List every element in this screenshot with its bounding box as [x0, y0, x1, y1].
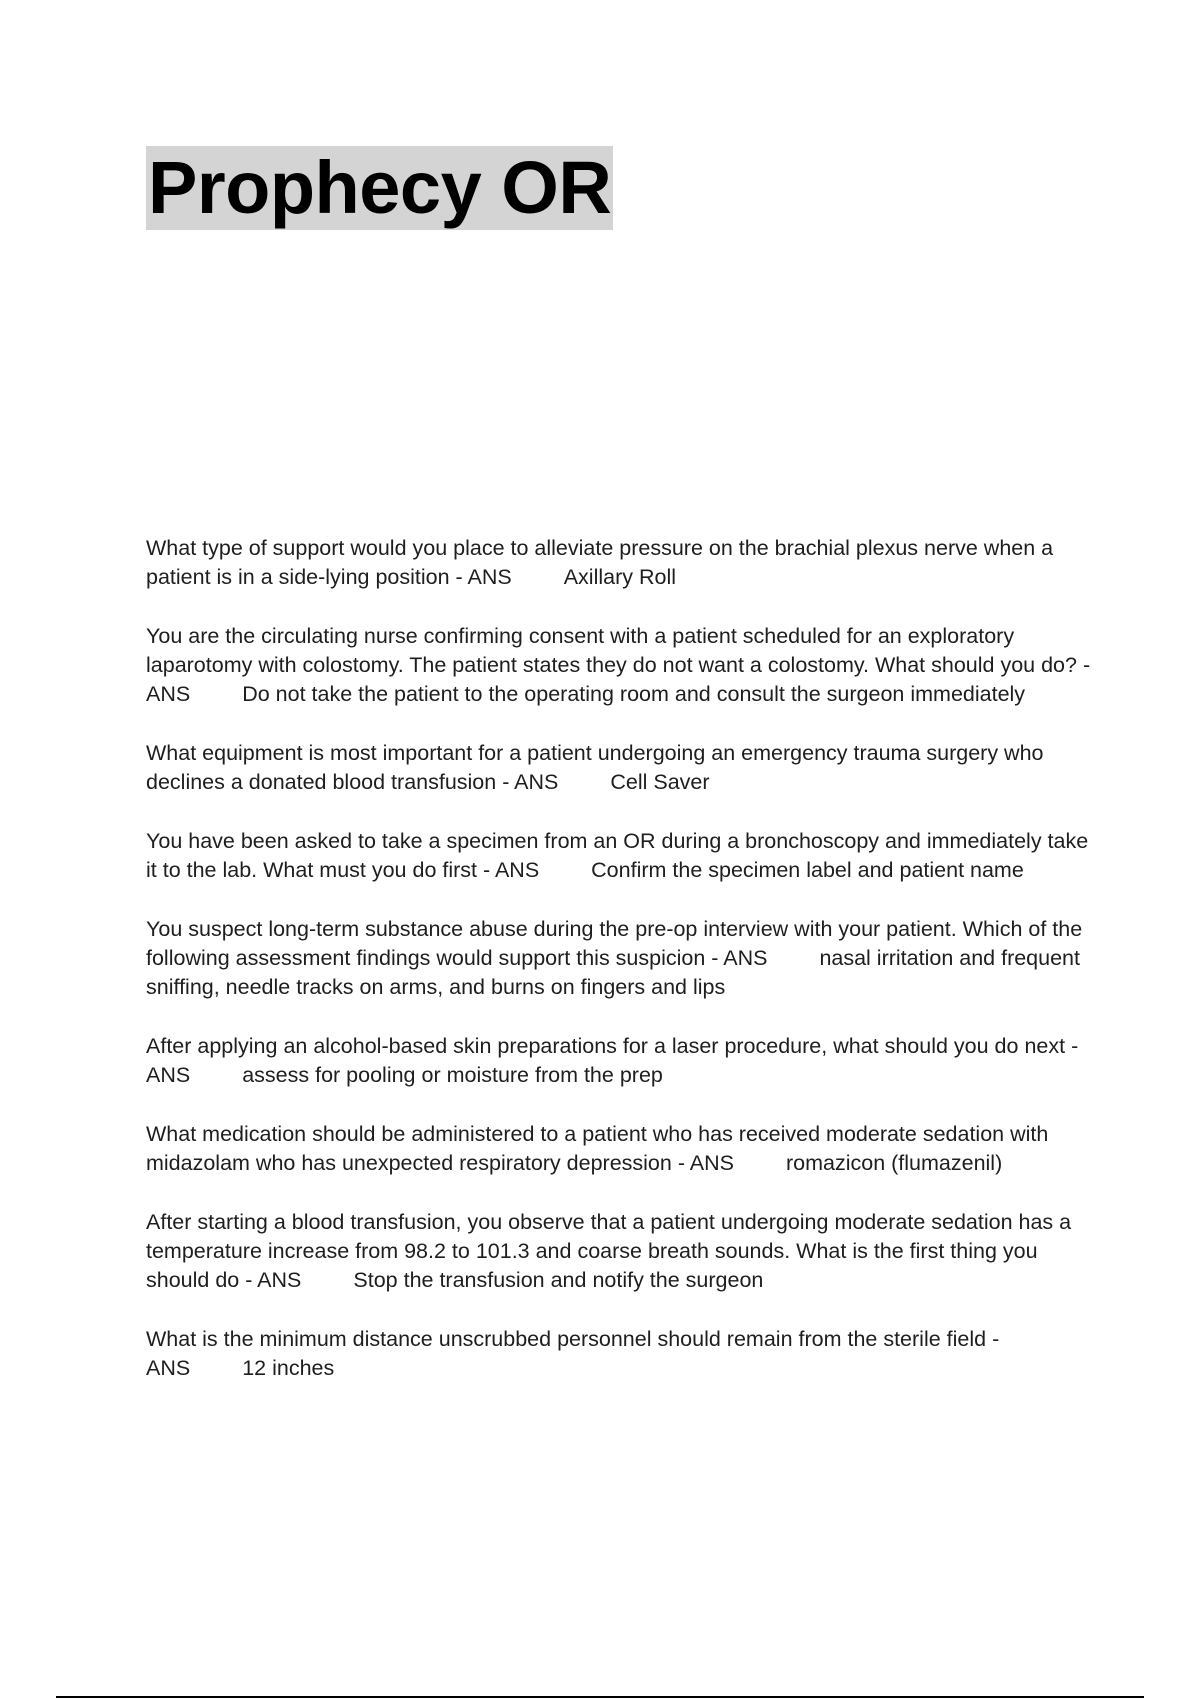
ans-marker: - ANS [146, 1034, 1079, 1087]
question-text: After starting a blood transfusion, you observe that a patient undergoing moderate sedation has a temperature increase from 98.2 to 101.3 and coarse breath sounds. What is the first thing you should do [146, 1210, 1072, 1292]
footer-divider [56, 1696, 1144, 1698]
question-text: You have been asked to take a specimen from an OR during a bronchoscopy and immediately take it to the lab. What must you do first [146, 829, 1089, 882]
question-text: You are the circulating nurse confirming consent with a patient scheduled for an exploratory laparotomy with colostomy. The patient states they do not want a colostomy. What should you do? [146, 624, 1077, 677]
qa-item [146, 1032, 1094, 1090]
question-text: You suspect long-term substance abuse during the pre-op interview with your patient. Which of the following assessment findings would support this suspicion [146, 917, 1083, 970]
question-text: What equipment is most important for a patient undergoing an emergency trauma surgery who declines a donated blood transfusion [146, 741, 1044, 794]
answer-text: Confirm the specimen label and patient name [591, 858, 1024, 882]
ans-marker: - ANS [711, 946, 768, 970]
qa-item [146, 1208, 1094, 1295]
answer-text: nasal irritation and frequent sniffing, needle tracks on arms, and burns on fingers and lips [146, 946, 1080, 999]
qa-item [146, 534, 1094, 592]
ans-marker: - ANS [245, 1268, 302, 1292]
qa-list [146, 534, 1094, 1413]
question-text: After applying an alcohol-based skin preparations for a laser procedure, what should you do next [146, 1034, 1066, 1058]
answer-text: Stop the transfusion and notify the surgeon [353, 1268, 764, 1292]
qa-item [146, 827, 1094, 885]
answer-text: 12 inches [242, 1356, 335, 1380]
ans-marker: - ANS [146, 1327, 1000, 1380]
qa-item [146, 739, 1094, 797]
question-text: What medication should be administered to a patient who has received moderate sedation with midazolam who has unexpected respiratory depression [146, 1122, 1049, 1175]
ans-marker: - ANS [483, 858, 540, 882]
ans-marker: - ANS [146, 653, 1091, 706]
page-title: Prophecy OR [148, 146, 612, 229]
qa-item [146, 622, 1094, 709]
answer-text: Do not take the patient to the operating room and consult the surgeon immediately [242, 682, 1026, 706]
ans-marker: - ANS [677, 1151, 734, 1175]
qa-item [146, 1120, 1094, 1178]
answer-text: Axillary Roll [563, 565, 677, 589]
question-text: What is the minimum distance unscrubbed personnel should remain from the sterile field [146, 1327, 987, 1351]
answer-text: Cell Saver [610, 770, 710, 794]
qa-item [146, 1325, 1094, 1383]
answer-text: assess for pooling or moisture from the prep [242, 1063, 663, 1087]
answer-text: romazicon (flumazenil) [785, 1151, 1003, 1175]
ans-marker: - ANS [502, 770, 559, 794]
qa-item [146, 915, 1094, 1002]
ans-marker: - ANS [455, 565, 512, 589]
question-text: What type of support would you place to alleviate pressure on the brachial plexus nerve when a patient is in a side-lying position [146, 536, 1054, 589]
